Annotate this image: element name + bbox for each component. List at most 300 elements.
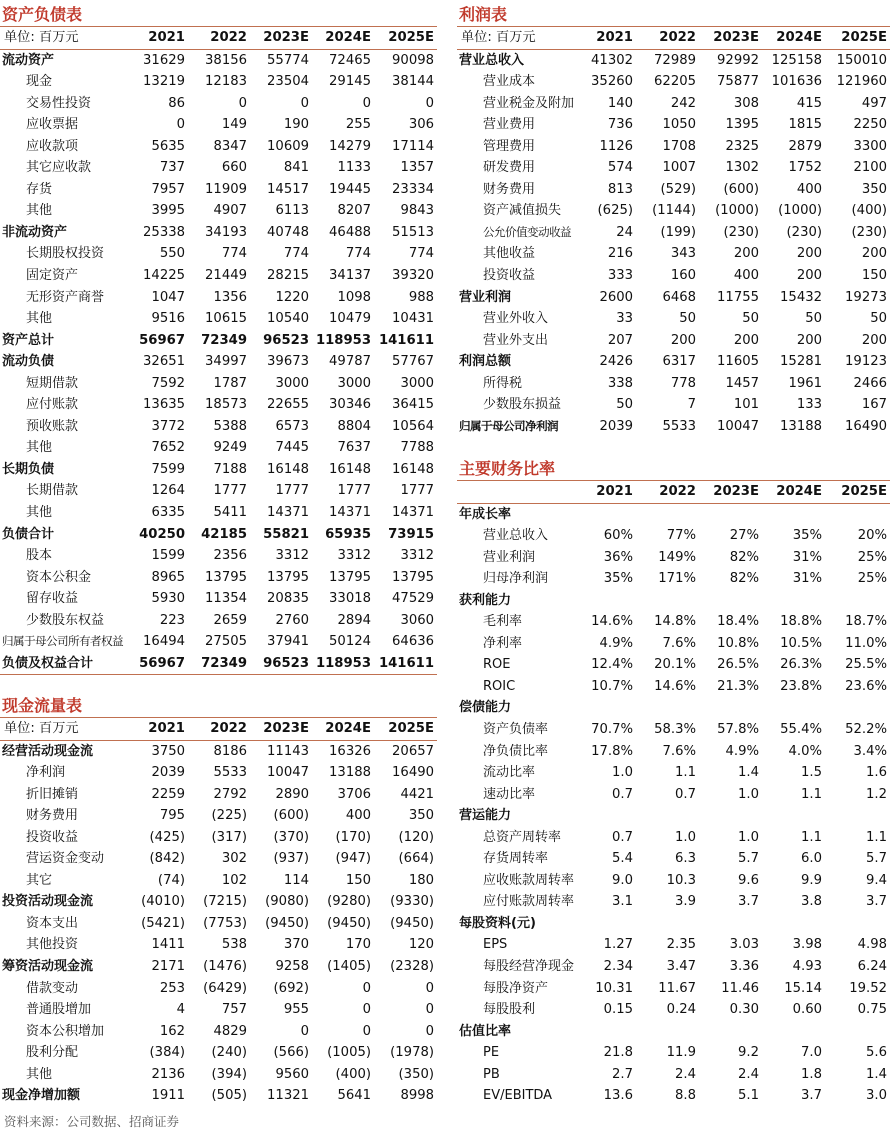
cell-value: 5635 (151, 138, 185, 154)
cell-value: 40748 (267, 224, 309, 240)
cell-value: 56967 (139, 655, 185, 671)
table-row (0, 1064, 437, 1086)
cell-value: 6317 (662, 354, 696, 370)
row-label: 折旧摊销 (26, 786, 79, 802)
cell-value: 23334 (392, 181, 434, 197)
cell-value: 10.5% (780, 635, 822, 651)
table-row (457, 136, 890, 158)
cell-value: 2250 (853, 117, 887, 133)
cell-value: 25% (857, 571, 887, 587)
cell-value: 207 (607, 332, 633, 348)
cell-value: 50 (870, 311, 887, 327)
cell-value: 140 (607, 95, 633, 111)
cell-value: (566) (273, 1045, 309, 1061)
cell-value: (1405) (327, 959, 371, 975)
cell-value: 10.8% (717, 635, 759, 651)
cell-value: 49787 (329, 354, 371, 370)
cell-value: 72989 (654, 52, 696, 68)
cell-value: 62205 (654, 74, 696, 90)
cell-value: 6335 (151, 505, 185, 521)
cell-value: 5533 (213, 765, 247, 781)
cell-value: 8347 (213, 138, 247, 154)
table-row (457, 308, 890, 330)
header-row (457, 481, 890, 504)
cell-value: 1.2 (866, 786, 887, 802)
cell-value: 1411 (151, 937, 185, 953)
table-row (457, 394, 890, 416)
row-label: 负债及权益合计 (2, 655, 94, 671)
header-row (0, 27, 437, 50)
cell-value: 125158 (771, 52, 822, 68)
cell-value: 150 (345, 872, 371, 888)
cell-value: 1007 (662, 160, 696, 176)
row-label: 股利分配 (26, 1045, 79, 1061)
cell-value: 4.93 (792, 959, 822, 975)
cell-value: 21.8 (603, 1045, 633, 1061)
cell-value: 13795 (329, 569, 371, 585)
cell-value: 23.6% (845, 678, 887, 694)
table-row (0, 1042, 437, 1064)
year-header: 2023E (263, 30, 309, 45)
cell-value: 200 (733, 246, 759, 262)
cell-value: (240) (211, 1045, 247, 1061)
cell-value: 10.31 (595, 980, 633, 996)
cell-value: (394) (211, 1066, 247, 1082)
cell-value: 13188 (329, 765, 371, 781)
cell-value: 12183 (205, 74, 247, 90)
cell-value: 2325 (725, 138, 759, 154)
row-label: 其它 (26, 872, 53, 888)
cell-value: 1.5 (801, 765, 822, 781)
row-label: 资产减值损失 (483, 203, 562, 219)
cell-value: 10540 (267, 311, 309, 327)
row-label: 应收款项 (26, 138, 79, 154)
cell-value: 9.4 (866, 872, 887, 888)
cell-value: 5388 (213, 418, 247, 434)
row-label: EPS (483, 937, 508, 953)
cell-value: 11321 (267, 1088, 309, 1104)
unit-label: 单位: 百万元 (4, 721, 79, 736)
row-label: 财务费用 (26, 808, 79, 824)
year-header: 2025E (841, 30, 887, 45)
cell-value: 0 (362, 1023, 371, 1039)
cell-value: 955 (283, 1002, 309, 1018)
cell-value: 1911 (151, 1088, 185, 1104)
cell-value: (370) (273, 829, 309, 845)
cell-value: 1.1 (675, 765, 696, 781)
cell-value: 38144 (392, 74, 434, 90)
cell-value: 3.8 (801, 894, 822, 910)
row-label: 其他投资 (26, 937, 79, 953)
table-row (457, 287, 890, 309)
cell-value: (1476) (203, 959, 247, 975)
cell-value: 34137 (329, 268, 371, 284)
cell-value: 0 (362, 980, 371, 996)
cell-value (574, 1021, 636, 1043)
row-label: 营业利润 (459, 289, 512, 305)
cell-value: 101636 (771, 74, 822, 90)
cell-value: 9516 (151, 311, 185, 327)
cell-value: 4421 (400, 786, 434, 802)
cell-value: 13635 (143, 397, 185, 413)
cell-value: 15432 (780, 289, 822, 305)
cell-value: 25.5% (845, 657, 887, 673)
cell-value: 20.1% (654, 657, 696, 673)
cell-value: 73915 (388, 526, 434, 542)
cell-value: 3000 (275, 375, 309, 391)
table-row (0, 93, 437, 115)
cell-value: 370 (283, 937, 309, 953)
row-label: 普通股增加 (26, 1002, 92, 1018)
cell-value (574, 697, 636, 719)
row-label: 预收账款 (26, 418, 79, 434)
cell-value (699, 1021, 762, 1043)
cell-value: 39320 (392, 268, 434, 284)
table-row (0, 287, 437, 309)
income-panel (457, 4, 890, 437)
cell-value: 10.7% (591, 678, 633, 694)
cell-value: 2039 (599, 418, 633, 434)
year-header: 2023E (713, 30, 759, 45)
cell-value: 660 (221, 160, 247, 176)
table-row (457, 222, 890, 244)
row-label: 营业总收入 (483, 528, 549, 544)
row-label: 应付账款 (26, 397, 79, 413)
cell-value: 1815 (788, 117, 822, 133)
cell-value: (625) (597, 203, 633, 219)
cell-value: 14279 (329, 138, 371, 154)
row-label: 现金净增加额 (2, 1088, 81, 1104)
table-row (457, 784, 890, 806)
cell-value: 538 (221, 937, 247, 953)
cell-value: 171% (658, 571, 696, 587)
table-row (0, 978, 437, 1000)
table-row (0, 114, 437, 136)
cell-value: 21449 (205, 268, 247, 284)
balance-sheet-table (0, 26, 437, 675)
cell-value: 8207 (337, 203, 371, 219)
cell-value: 3300 (853, 138, 887, 154)
cell-value: 0 (300, 1023, 309, 1039)
cell-value: 6573 (275, 418, 309, 434)
cell-value: 8186 (213, 743, 247, 759)
row-label: 营运资金变动 (26, 851, 105, 867)
table-row (457, 114, 890, 136)
cell-value: (692) (273, 980, 309, 996)
table-row (0, 588, 437, 610)
row-label: 应付账款周转率 (483, 894, 574, 910)
row-label: 留存收益 (26, 591, 79, 607)
cell-value (636, 503, 699, 525)
cell-value: 3.9 (675, 894, 696, 910)
cell-value: 82% (729, 571, 759, 587)
table-row (0, 351, 437, 373)
cell-value: 10564 (392, 418, 434, 434)
table-row (457, 568, 890, 590)
cell-value: 15281 (780, 354, 822, 370)
cell-value: 813 (607, 181, 633, 197)
table-row (0, 805, 437, 827)
cell-value: (400) (335, 1066, 371, 1082)
cell-value: 2.4 (675, 1066, 696, 1082)
cell-value: 9560 (275, 1066, 309, 1082)
cell-value: 141611 (378, 655, 434, 671)
row-label: 每股净资产 (483, 980, 549, 996)
table-row (0, 1085, 437, 1107)
cell-value: 200 (670, 332, 696, 348)
cell-value: 133 (796, 397, 822, 413)
year-header: 2025E (388, 721, 434, 736)
cell-value: 5.4 (612, 851, 633, 867)
row-label: PE (483, 1045, 500, 1061)
cell-value: 23504 (267, 74, 309, 90)
cell-value: 1356 (213, 289, 247, 305)
cell-value: 1357 (400, 160, 434, 176)
unit-label: 单位: 百万元 (461, 30, 536, 45)
cell-value: 400 (345, 808, 371, 824)
cell-value: 167 (861, 397, 887, 413)
row-label: PB (483, 1066, 500, 1082)
row-label: 存货 (26, 181, 53, 197)
cell-value: 3312 (400, 548, 434, 564)
cell-value: 18573 (205, 397, 247, 413)
row-label: 毛利率 (483, 614, 523, 630)
cell-value: 47529 (392, 591, 434, 607)
table-row (457, 93, 890, 115)
cell-value: 86 (168, 95, 185, 111)
cell-value: 14371 (329, 505, 371, 521)
cell-value (636, 697, 699, 719)
cell-value: 9843 (400, 203, 434, 219)
table-row (0, 827, 437, 849)
cell-value: 149 (221, 117, 247, 133)
cell-value: (937) (273, 851, 309, 867)
table-row (0, 437, 437, 459)
cell-value: 70.7% (591, 722, 633, 738)
header-row (0, 718, 437, 741)
cell-value: 39673 (267, 354, 309, 370)
cell-value: 3.47 (666, 959, 696, 975)
row-label: 无形资产商誉 (26, 289, 105, 305)
cell-value: 3060 (400, 612, 434, 628)
table-row (457, 611, 890, 633)
cell-value: 0 (425, 1023, 434, 1039)
table-row (457, 762, 890, 784)
cell-value: 6.3 (675, 851, 696, 867)
cell-value: 1098 (337, 289, 371, 305)
cell-value: 3.03 (729, 937, 759, 953)
cell-value: 757 (221, 1002, 247, 1018)
cell-value: 14225 (143, 268, 185, 284)
cell-value: 41302 (591, 52, 633, 68)
cell-value: 36% (603, 549, 633, 565)
row-label: 估值比率 (459, 1023, 512, 1039)
cell-value (762, 913, 825, 935)
table-row (457, 590, 890, 612)
cell-value: 12.4% (591, 657, 633, 673)
cell-value: 160 (670, 268, 696, 284)
row-label: 其他收益 (483, 246, 536, 262)
cell-value: 1777 (275, 483, 309, 499)
table-row (0, 870, 437, 892)
cell-value: (1144) (652, 203, 696, 219)
table-row (0, 784, 437, 806)
table-row (0, 653, 437, 675)
table-row (0, 373, 437, 395)
row-label: 利润总额 (459, 354, 512, 370)
cell-value: 24 (616, 224, 633, 240)
row-label: 营业费用 (483, 117, 536, 133)
cell-value: (230) (723, 224, 759, 240)
row-label: 少数股东损益 (483, 397, 562, 413)
cell-value: 0 (425, 95, 434, 111)
cell-value: (7215) (203, 894, 247, 910)
cell-value: 5533 (662, 418, 696, 434)
row-label: 管理费用 (483, 138, 536, 154)
cell-value: 2792 (213, 786, 247, 802)
cell-value: 550 (159, 246, 185, 262)
table-row (457, 654, 890, 676)
cell-value: 7.0 (801, 1045, 822, 1061)
row-label: 资本公积增加 (26, 1023, 105, 1039)
cell-value: 0.15 (603, 1002, 633, 1018)
cell-value: 14371 (392, 505, 434, 521)
table-row (0, 416, 437, 438)
cell-value: 14.6% (654, 678, 696, 694)
cell-value: 180 (408, 872, 434, 888)
cell-value: 17114 (392, 138, 434, 154)
cell-value: 1457 (725, 375, 759, 391)
cell-value: 8965 (151, 569, 185, 585)
cell-value: 5.6 (866, 1045, 887, 1061)
cell-value: 1220 (275, 289, 309, 305)
cell-value: 7957 (151, 181, 185, 197)
cell-value: 31% (792, 549, 822, 565)
cell-value: (600) (723, 181, 759, 197)
header-row (457, 27, 890, 50)
cell-value (574, 503, 636, 525)
cell-value: 200 (796, 268, 822, 284)
cell-value: (842) (149, 851, 185, 867)
cell-value: 9.2 (738, 1045, 759, 1061)
table-row (0, 200, 437, 222)
cell-value: 1.0 (738, 829, 759, 845)
cell-value (699, 697, 762, 719)
cell-value (762, 1021, 825, 1043)
cell-value: 0.7 (612, 786, 633, 802)
cell-value: 7.6% (662, 635, 696, 651)
cell-value: 1264 (151, 483, 185, 499)
cell-value: 2.35 (666, 937, 696, 953)
row-label: 速动比率 (483, 786, 536, 802)
cell-value: 162 (159, 1023, 185, 1039)
cell-value (636, 590, 699, 612)
cell-value: 5.7 (738, 851, 759, 867)
cell-value: 11755 (717, 289, 759, 305)
cell-value: 0 (362, 95, 371, 111)
cell-value: 3.7 (866, 894, 887, 910)
table-row (0, 913, 437, 935)
row-label: 投资收益 (26, 829, 79, 845)
cell-value: 10479 (329, 311, 371, 327)
year-header: 2025E (841, 484, 887, 499)
table-row (457, 503, 890, 525)
cell-value: 25% (857, 549, 887, 565)
cell-value: 96523 (263, 332, 309, 348)
cell-value: 14371 (267, 505, 309, 521)
cell-value: 0 (300, 95, 309, 111)
cell-value: 1133 (337, 160, 371, 176)
cell-value: 149% (658, 549, 696, 565)
cell-value: 118953 (315, 655, 371, 671)
cell-value: 2100 (853, 160, 887, 176)
cell-value: 18.8% (780, 614, 822, 630)
year-header: 2022 (659, 484, 696, 499)
row-label: 偿债能力 (459, 700, 512, 716)
table-row (457, 805, 890, 827)
cell-value: 31% (792, 571, 822, 587)
cell-value: 16148 (267, 461, 309, 477)
cell-value: 350 (861, 181, 887, 197)
cell-value: 13795 (267, 569, 309, 585)
cell-value: 11143 (267, 743, 309, 759)
cell-value: 3.7 (738, 894, 759, 910)
row-label: 非流动资产 (2, 224, 68, 240)
row-label: 长期股权投资 (26, 246, 105, 262)
cell-value: 0.24 (666, 1002, 696, 1018)
table-row (0, 157, 437, 179)
cell-value: 14.6% (591, 614, 633, 630)
cell-value: 35260 (591, 74, 633, 90)
cell-value: 19123 (845, 354, 887, 370)
cell-value: (9330) (390, 894, 434, 910)
table-row (0, 891, 437, 913)
cell-value: 3.36 (729, 959, 759, 975)
cell-value: 2171 (151, 959, 185, 975)
cell-value: (5421) (141, 915, 185, 931)
cell-value: 1.0 (675, 829, 696, 845)
cell-value: 10615 (205, 311, 247, 327)
cell-value: 11354 (205, 591, 247, 607)
table-row (457, 719, 890, 741)
cashflow-table (0, 717, 437, 1107)
table-row (0, 545, 437, 567)
cell-value: 82% (729, 549, 759, 565)
cell-value: 7188 (213, 461, 247, 477)
table-row (457, 1021, 890, 1043)
table-row (457, 913, 890, 935)
cell-value: 400 (733, 268, 759, 284)
table-row (457, 741, 890, 763)
year-header: 2024E (776, 30, 822, 45)
cell-value: 19273 (845, 289, 887, 305)
row-label: 流动比率 (483, 765, 536, 781)
cell-value: 65935 (325, 526, 371, 542)
cell-value: (1000) (715, 203, 759, 219)
cell-value: 8998 (400, 1088, 434, 1104)
cell-value: 0.30 (729, 1002, 759, 1018)
table-row (0, 610, 437, 632)
cell-value: 7788 (400, 440, 434, 456)
cell-value (825, 805, 890, 827)
cell-value: 72349 (201, 655, 247, 671)
row-label: 存货周转率 (483, 851, 549, 867)
cell-value: 3000 (400, 375, 434, 391)
cell-value: 242 (670, 95, 696, 111)
table-row (0, 480, 437, 502)
cell-value: 13219 (143, 74, 185, 90)
unit-label (457, 481, 574, 504)
